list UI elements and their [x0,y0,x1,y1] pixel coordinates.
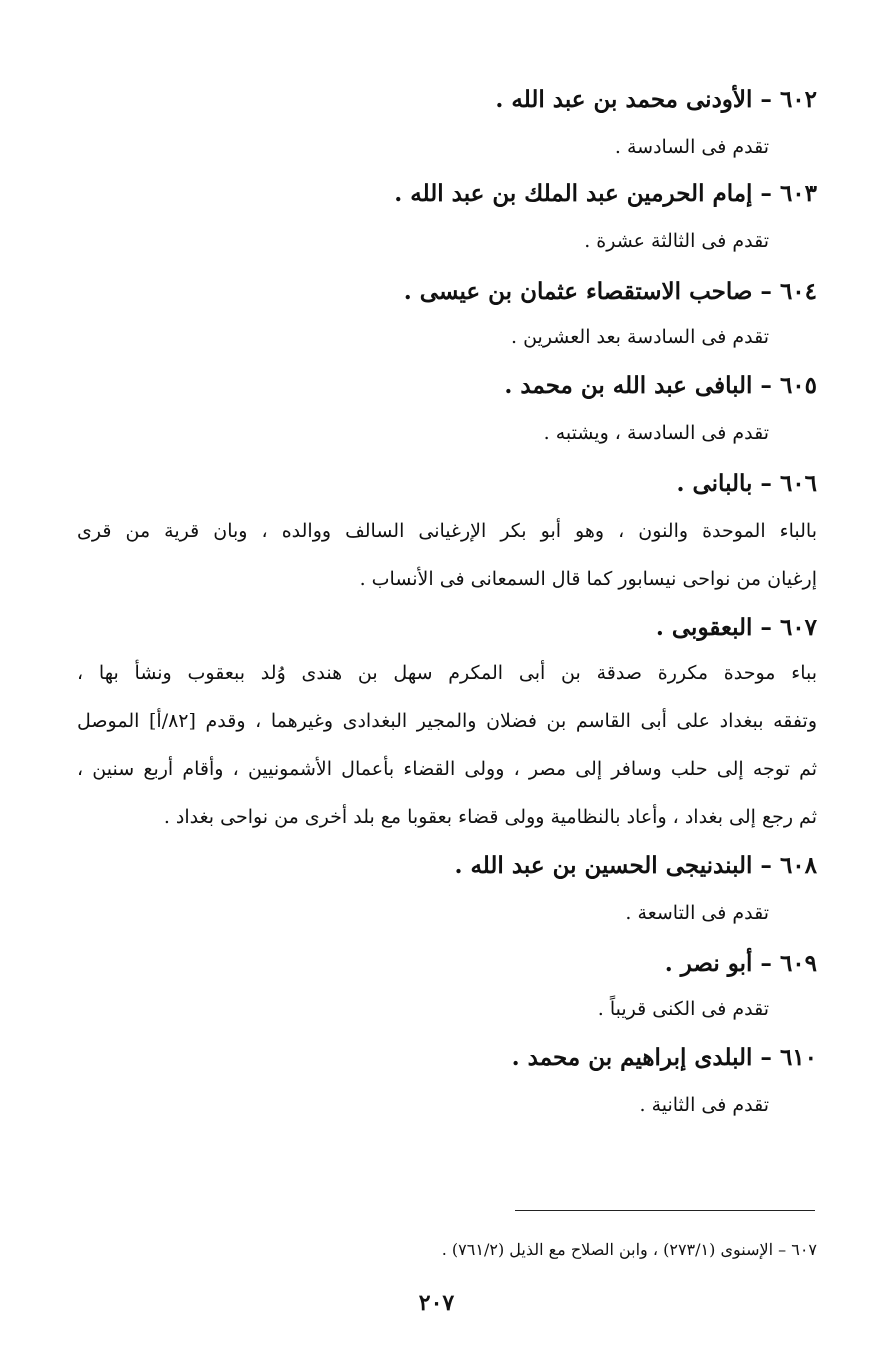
entry-607-body-line: وتفقه ببغداد على أبى القاسم بن فضلان والمجير البغدادى وغيرهما ، وقدم [٨٢/أ] الموصل [77,710,817,732]
entry-607-body-line: ثم توجه إلى حلب وسافر إلى مصر ، وولى القضاء بأعمال الأشمونيين ، وأقام أربع سنين ، [77,758,817,780]
entry-610-heading: ٦١٠ – البلدى إبراهيم بن محمد . [511,1044,817,1071]
entry-606-heading: ٦٠٦ – بالبانى . [676,470,817,497]
entry-609-heading: ٦٠٩ – أبو نصر . [664,950,817,977]
entry-603-note: تقدم فى الثالثة عشرة . [584,230,769,252]
page-number: ٢٠٧ [418,1290,455,1316]
entry-607-body-line: ثم رجع إلى بغداد ، وأعاد بالنظامية وولى قضاء بعقوبا مع بلد أخرى من نواحى بغداد . [163,806,817,828]
entry-604-heading: ٦٠٤ – صاحب الاستقصاء عثمان بن عيسى . [403,278,817,305]
footnote-separator [515,1210,815,1211]
entry-605-note: تقدم فى السادسة ، ويشتبه . [543,422,769,444]
entry-609-note: تقدم فى الكنى قريباً . [597,998,769,1020]
entry-603-heading: ٦٠٣ – إمام الحرمين عبد الملك بن عبد الله . [394,180,817,207]
entry-608-heading: ٦٠٨ – البندنيجى الحسين بن عبد الله . [454,852,817,879]
entry-606-body-line: بالباء الموحدة والنون ، وهو أبو بكر الإرغيانى السالف ووالده ، وبان قرية من قرى [77,520,817,542]
entry-607-body-line: بباء موحدة مكررة صدقة بن أبى المكرم سهل بن هندى وُلد ببعقوب ونشأ بها ، [77,662,817,684]
entry-608-note: تقدم فى التاسعة . [625,902,769,924]
entry-610-note: تقدم فى الثانية . [639,1094,769,1116]
entry-602-heading: ٦٠٢ – الأودنى محمد بن عبد الله . [495,86,817,113]
entry-605-heading: ٦٠٥ – البافى عبد الله بن محمد . [504,372,817,399]
entry-604-note: تقدم فى السادسة بعد العشرين . [510,326,769,348]
footnote: ٦٠٧ – الإسنوى (٢٧٣/١) ، وابن الصلاح مع الذيل (٧٦١/٢) . [441,1240,817,1259]
entry-606-body-line: إرغيان من نواحى نيسابور كما قال السمعانى فى الأنساب . [359,568,817,590]
entry-602-note: تقدم فى السادسة . [614,136,769,158]
entry-607-heading: ٦٠٧ – البعقوبى . [655,614,817,641]
